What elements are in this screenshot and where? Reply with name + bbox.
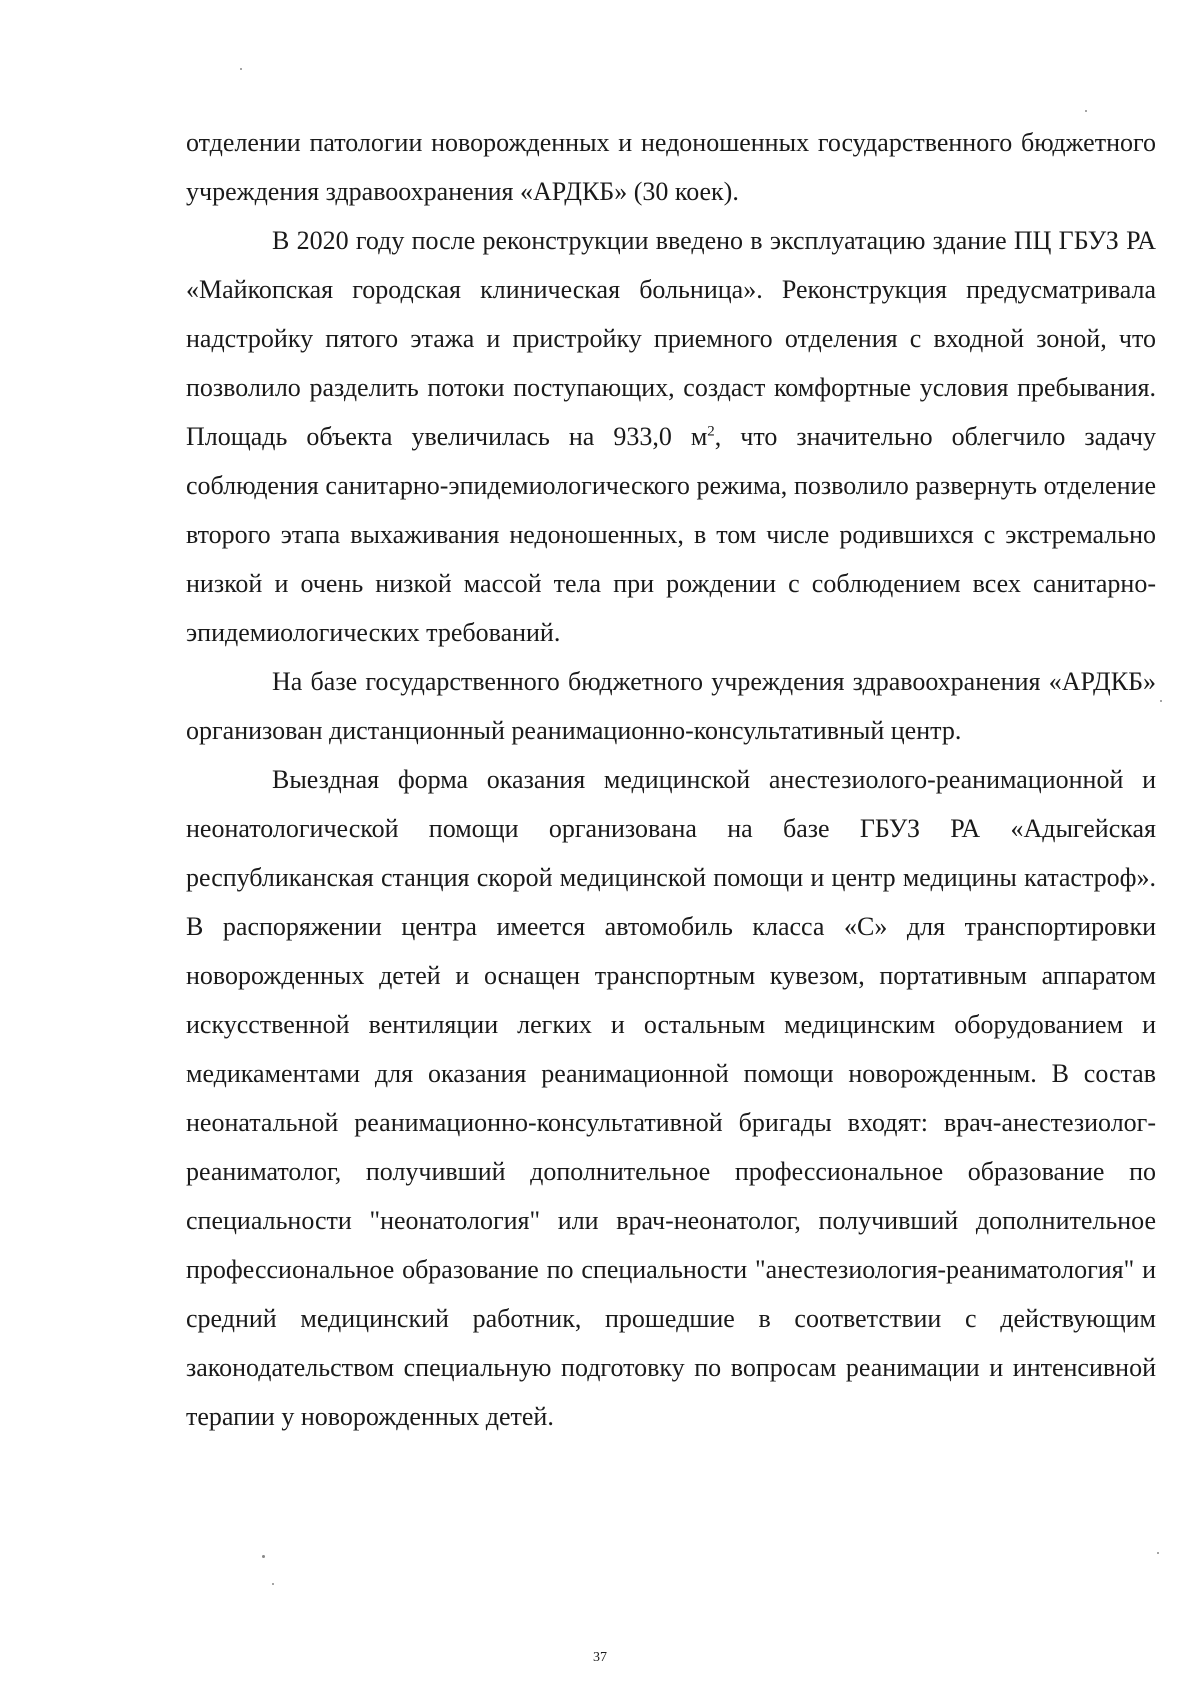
superscript-2: 2 [707,423,715,440]
paragraph-1: отделении патологии новорожденных и недоношенных государственного бюджетного учреждения здравоохранения «АРДКБ» (30 коек). [186,128,1156,206]
scan-speck [1157,1552,1159,1554]
document-body [186,118,1156,1441]
paragraph-2-text-after: , что значительно облегчило задачу соблюдения санитарно-эпидемиологического режима, позволило развернуть отделение второго этапа выхаживания недоношенных, в том числе родившихся с экстремально низкой и очень низкой массой тела при рождении с соблюдением всех санитарно-эпидемиологических требований. [186,422,1156,647]
page-number: 37 [593,1650,607,1665]
scan-speck [272,1583,274,1585]
scan-speck [1160,700,1162,702]
paragraph-3: На базе государственного бюджетного учреждения здравоохранения «АРДКБ» организован дистанционный реанимационно-консультативный центр. [186,667,1156,745]
paragraph-2-text-before: В 2020 году после реконструкции введено в эксплуатацию здание ПЦ ГБУЗ РА «Майкопская городская клиническая больница». Реконструкция предусматривала надстройку пятого этажа и пристройку приемного отделения с входной зоной, что позволило разделить потоки поступающих, создаст комфортные условия пребывания. Площадь объекта увеличилась на 933,0 м [186,226,1156,451]
paragraph-2 [186,216,1156,657]
scan-speck [262,1555,265,1558]
paragraph-4: Выездная форма оказания медицинской анестезиолого-реанимационной и неонатологической помощи организована на базе ГБУЗ РА «Адыгейская республиканская станция скорой медицинской помощи и центр медицины катастроф». В распоряжении центра имеется автомобиль класса «С» для транспортировки новорожденных детей и оснащен транспортным кувезом, портативным аппаратом искусственной вентиляции легких и остальным медицинским оборудованием и медикаментами для оказания реанимационной помощи новорожденным. В состав неонатальной реанимационно-консультативной бригады входят: врач-анестезиолог-реаниматолог, получивший дополнительное профессиональное образование по специальности "неонатология" или врач-неонатолог, получивший дополнительное профессиональное образование по специальности "анестезиология-реаниматология" и средний медицинский работник, прошедшие в соответствии с действующим законодательством специальную подготовку по вопросам реанимации и интенсивной терапии у новорожденных детей. [186,765,1156,1431]
scan-speck [240,68,242,70]
scan-speck [1085,110,1087,112]
